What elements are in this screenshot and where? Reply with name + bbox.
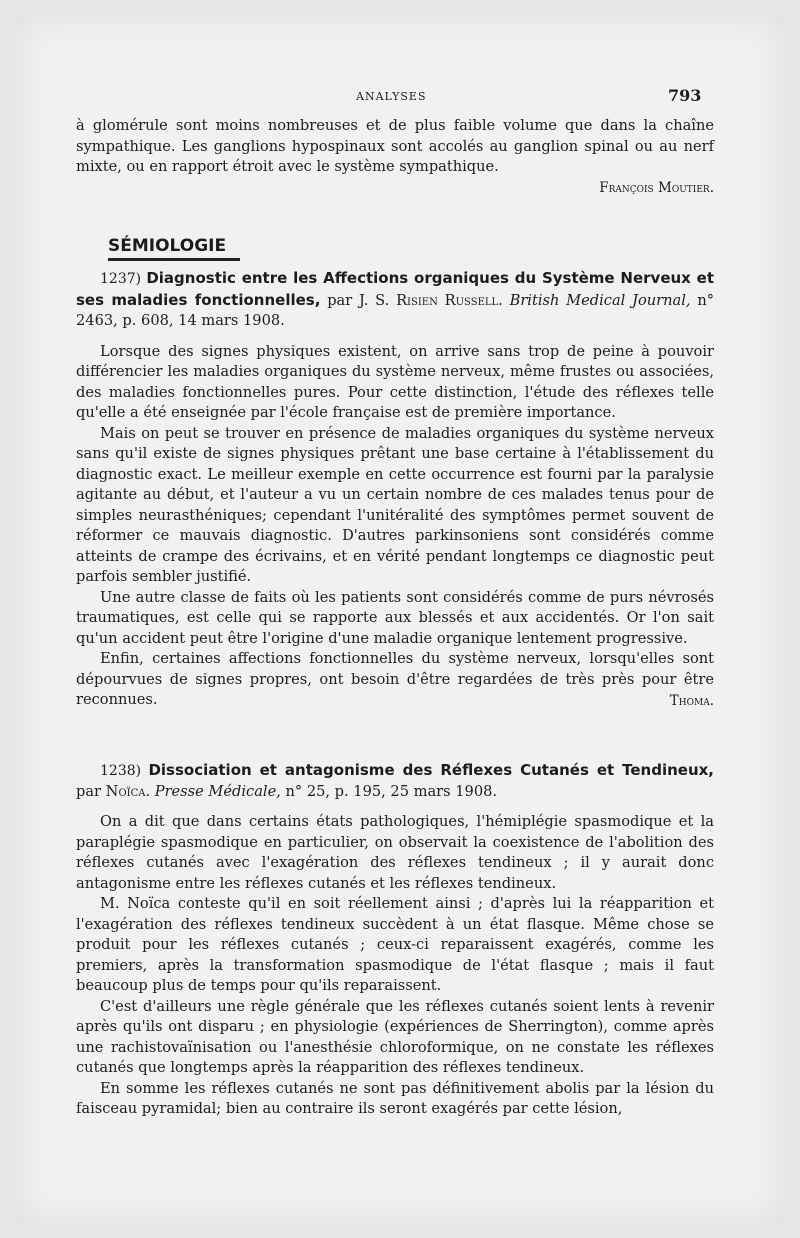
entry-1237-by: par J. S. — [320, 291, 397, 309]
entry-1238-by: par — [76, 782, 106, 800]
entry-1237-title: Diagnostic entre les Affections organiques du Système Nerveux et ses maladies fonctionnelles, — [76, 269, 714, 309]
entry-1238-paragraph: On a dit que dans certains états pathologiques, l'hémiplégie spasmodique et la paraplégie spasmodique en particulier, on observait la coexistence de l'abolition des réflexes cutanés avec l'exagération des réflexes tendineux ; il y aurait donc antagonisme entre les réflexes cutanés et les réflexes tendineux. — [76, 813, 714, 892]
entry-1237-paragraph: Lorsque des signes physiques existent, on arrive sans trop de peine à pouvoir différencier les maladies organiques du système nerveux, même frustes ou associées, des maladies fonctionnelles pures. Pour cette distinction, l'étude des réflexes telle qu'elle a été enseignée par l'école française est de première importance. — [76, 342, 714, 421]
intro-paragraph: à glomérule sont moins nombreuses et de plus faible volume que dans la chaîne sympathique. Les ganglions hypospinaux sont accolés au ganglion spinal ou au nerf mixte, ou en rapport étroit avec le système sympathique. — [76, 117, 714, 175]
entry-1238-journal: Presse Médicale, — [154, 782, 281, 800]
entry-1237-author: Risien Russell — [396, 291, 499, 309]
section-heading: SÉMIOLOGIE — [108, 236, 240, 261]
entry-1238-citation: n° 25, p. 195, 25 mars 1908. — [280, 782, 498, 800]
entry-1237 — [76, 268, 714, 711]
entry-1237-sep: . — [498, 291, 510, 309]
page-number: 793 — [668, 86, 702, 105]
entry-1238-paragraph: C'est d'ailleurs une règle générale que les réflexes cutanés soient lents à revenir après qu'ils ont disparu ; en physiologie (expériences de Sherrington), comme après une rachistovaïnisation ou l'anesthésie chloroformique, on ne constate les réflexes cutanés que longtemps après la réapparition des réflexes tendineux. — [76, 997, 714, 1076]
entry-1237-number: 1237) — [100, 271, 142, 287]
entry-1237-paragraph: Mais on peut se trouver en présence de maladies organiques du système nerveux sans qu'il existe de signes physiques prêtant une base certaine à l'établissement du diagnostic exact. Le meilleur exemple en cette occurrence est fourni par la paralysie agitante au début, et l'auteur a vu un certain nombre de ces malades tenus pour de simples neurasthéniques; cependant l'unitéralité des symptômes permet souvent de réformer ce mauvais diagnostic. D'autres parkinsoniens sont considérés comme atteints de crampe des écrivains, et en vérité pendant longtemps ce diagnostic peut parfois sembler justifié. — [76, 424, 714, 585]
intro-block — [76, 116, 714, 198]
intro-signature: François Moutier. — [599, 179, 714, 196]
entry-1238-paragraph: En somme les réflexes cutanés ne sont pas définitivement abolis par la lésion du faisceau pyramidal; bien au contraire ils seront exagérés par cette lésion, — [76, 1079, 714, 1117]
entry-1237-header — [76, 268, 714, 332]
entry-1238-author: Noïca — [105, 782, 146, 800]
entry-1237-paragraph: Une autre classe de faits où les patients sont considérés comme de purs névrosés traumatiques, est celle qui se rapporte aux blessés et aux accidentés. Or l'on sait qu'un accident peut être l'origine d'une maladie organique lentement progressive. — [76, 588, 714, 647]
entry-1238-sep: . — [145, 782, 155, 800]
entry-1237-journal: British Medical Journal, — [509, 291, 691, 309]
journal-page — [16, 14, 784, 1224]
entry-1238-paragraph: M. Noïca conteste qu'il en soit réellement ainsi ; d'après lui la réapparition et l'exagération des réflexes tendineux succèdent à un état flasque. Même chose se produit pour les réflexes cutanés ; ceux-ci reparaissent exagérés, comme les premiers, après la transformation spasmodique de l'état flasque ; mais il faut beaucoup plus de temps pour qu'ils reparaissent. — [76, 895, 714, 994]
running-title: ANALYSES — [356, 90, 427, 103]
entry-1237-citation: n° 2463, p. 608, 14 mars 1908. — [76, 291, 715, 329]
entry-1238-title: Dissociation et antagonisme des Réflexes Cutanés et Tendineux, — [148, 761, 714, 779]
entry-1237-paragraph: Enfin, certaines affections fonctionnelles du système nerveux, lorsqu'elles sont dépourvues de signes propres, ont besoin d'être regardées de très près pour être reconnues. — [76, 650, 714, 708]
entry-1238-header — [76, 760, 714, 802]
entry-1238-number: 1238) — [100, 763, 142, 779]
entry-1238 — [76, 760, 714, 1120]
entry-1237-signature: Thoma. — [669, 692, 714, 709]
page-header — [16, 86, 784, 110]
